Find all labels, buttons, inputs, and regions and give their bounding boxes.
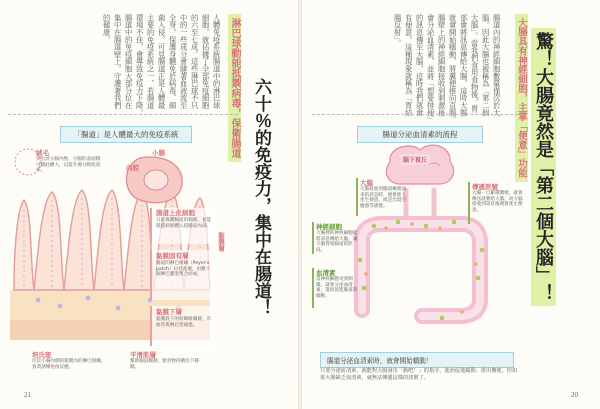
serotonin-note: 當神經細胞受到刺激，就會分泌血清素，進而促進腸道的蠕動。 [316,277,358,299]
left-panel-title: 「腸道」是人體最大的免疫系統 [60,126,192,143]
right-body-3: 大腦」。當我們食用食物後，胃 [470,14,480,113]
large-intestine [362,224,480,316]
mucosa-label: 黏膜固有層 [156,252,189,260]
left-body-6: 菌入侵。可見腸道正是人體最 [157,14,167,109]
right-body-5: 就會開始蠕動，將糞便推向直腸。 [448,14,458,124]
right-body-8: 的訊息傳至大腦，這時我們就會 [415,14,425,117]
page-number-right: 20 [571,391,578,399]
signal-note: 大腸一旦累積糞便，就會傳送訊號給大腦，而大腦接收到訊息後便會產生便意。 [472,191,523,213]
left-subtitle: 淋巴球動能抵禦病毒，保衛腸道 [227,14,242,162]
nerve-label: 神經細胞 [316,223,342,231]
villi-note: 突出於小腸內壁、小腸的表面積可藉此擴大，以提升養分吸收效率。 [36,157,101,174]
right-divider [312,114,518,115]
large-intestine-inner [362,224,480,316]
brain-area-note: 大腦接收到腸道傳遞而來的訊息時，便會使人產生便意，或是出現空腹感等感覺。 [360,187,406,209]
right-body-10: 腸反射」。 [393,14,403,47]
muscle-label: 平滑肌層 [130,351,156,359]
brain-area-label: 大腦 [360,179,373,187]
left-body-2: 細胞，就佔據了全部免疫細胞 [201,14,211,109]
left-body-8: 環境不佳，會導致免疫力下降。 [135,14,145,117]
serotonin-label: 血清素 [316,269,336,277]
caption-body: 只要分泌血清素，就能對大腸發出「動吧！」的指令，進而促進蠕動、排出糞便。但如果大腸缺乏血清素，就無法傳遞這樣的訊號了。 [320,368,518,381]
right-subtitle: 大腸具有神經細胞，主掌「便意」功能 [514,14,528,182]
submucosa-note: 黏膜底下的結締組織層，有血管與淋巴管通過。 [156,317,212,328]
left-body-4: 中的一些成分會隨著血液流至 [179,14,189,109]
serotonin-dots [358,220,485,321]
left-page [0,0,298,409]
left-divider [8,114,238,115]
mucosa-side-label: 黏膜層 [217,232,225,252]
left-body-1: 人體免疫系統腸道中的淋巴球 [212,14,222,109]
left-body-5: 全身，保護身體免於病毒、細 [168,14,178,109]
right-body-7: 會分泌血清素，並將「想要排便」 [426,14,436,124]
crypt-label: 培氏斑 [32,351,52,359]
lumen-label: 內腔 [126,164,139,172]
page-number-left: 21 [24,391,31,399]
right-body-1: 腸道內的神經細胞數量僅次於大 [492,14,502,117]
right-body-6: 腸壁上的神經細胞接收到刺激後 [437,14,447,117]
epithelial-label: 腸道上皮細胞 [156,209,195,217]
mucosa-note: 腸道的淋巴組織（Peyer's patch）位於此處，由數十個淋巴濾泡集合而成。 [156,261,211,278]
epithelial-note: 分泌保護腸道的黏液，並能阻擋病原體入侵腸道內部。 [156,218,212,229]
small-intestine-label: 小腸 [152,149,165,157]
nerve-note: 大腸裡的神經細胞能將訊息傳給大腦，讓大腦得知腸道的狀況。 [316,231,358,253]
submucosa-label: 黏膜下層 [156,308,182,316]
right-headline: 驚！大腸竟然是「第二個大腦」！ [534,28,553,306]
crypt-note: 位於小腸內側的黏膜內的淋巴組織，負責誘導免疫反應。 [32,359,106,370]
right-body-9: 有便意，這種現象就稱為「胃結 [404,14,414,117]
left-body-7: 主要的免疫系統之一，若腸道 [146,14,156,109]
left-body-3: 的六至七成。這些淋巴球不只 [190,14,200,109]
left-body-11: 的健康。 [102,14,112,44]
nerve-dots [364,222,478,314]
caption-title: 腸道分泌血清素時，就會開始蠕動！ [320,352,514,368]
signal-label: 傳遞訊號 [472,183,498,191]
muscle-note: 幫助腸道蠕動，使食物持續往下移動。 [130,359,199,370]
small-intestine-lumen [144,170,168,190]
left-body-9: 腸道中的免疫細胞大部分位在 [124,14,134,109]
brain-label: 腦下視丘 [400,154,430,165]
right-panel-title: 腸道分泌血清素的流程 [357,126,483,143]
right-body-2: 腦，因此大腸也被稱為「第二個 [481,14,491,117]
villi-label: 絨毛 [36,149,49,157]
left-headline: 六十％的免疫力，集中在腸道！ [251,78,271,316]
left-body-10: 集中在腸道壁上，守護著我們 [113,14,123,109]
right-page [302,0,600,409]
right-body-4: 部會將訊息傳給大腸，這時大腸 [459,14,469,117]
